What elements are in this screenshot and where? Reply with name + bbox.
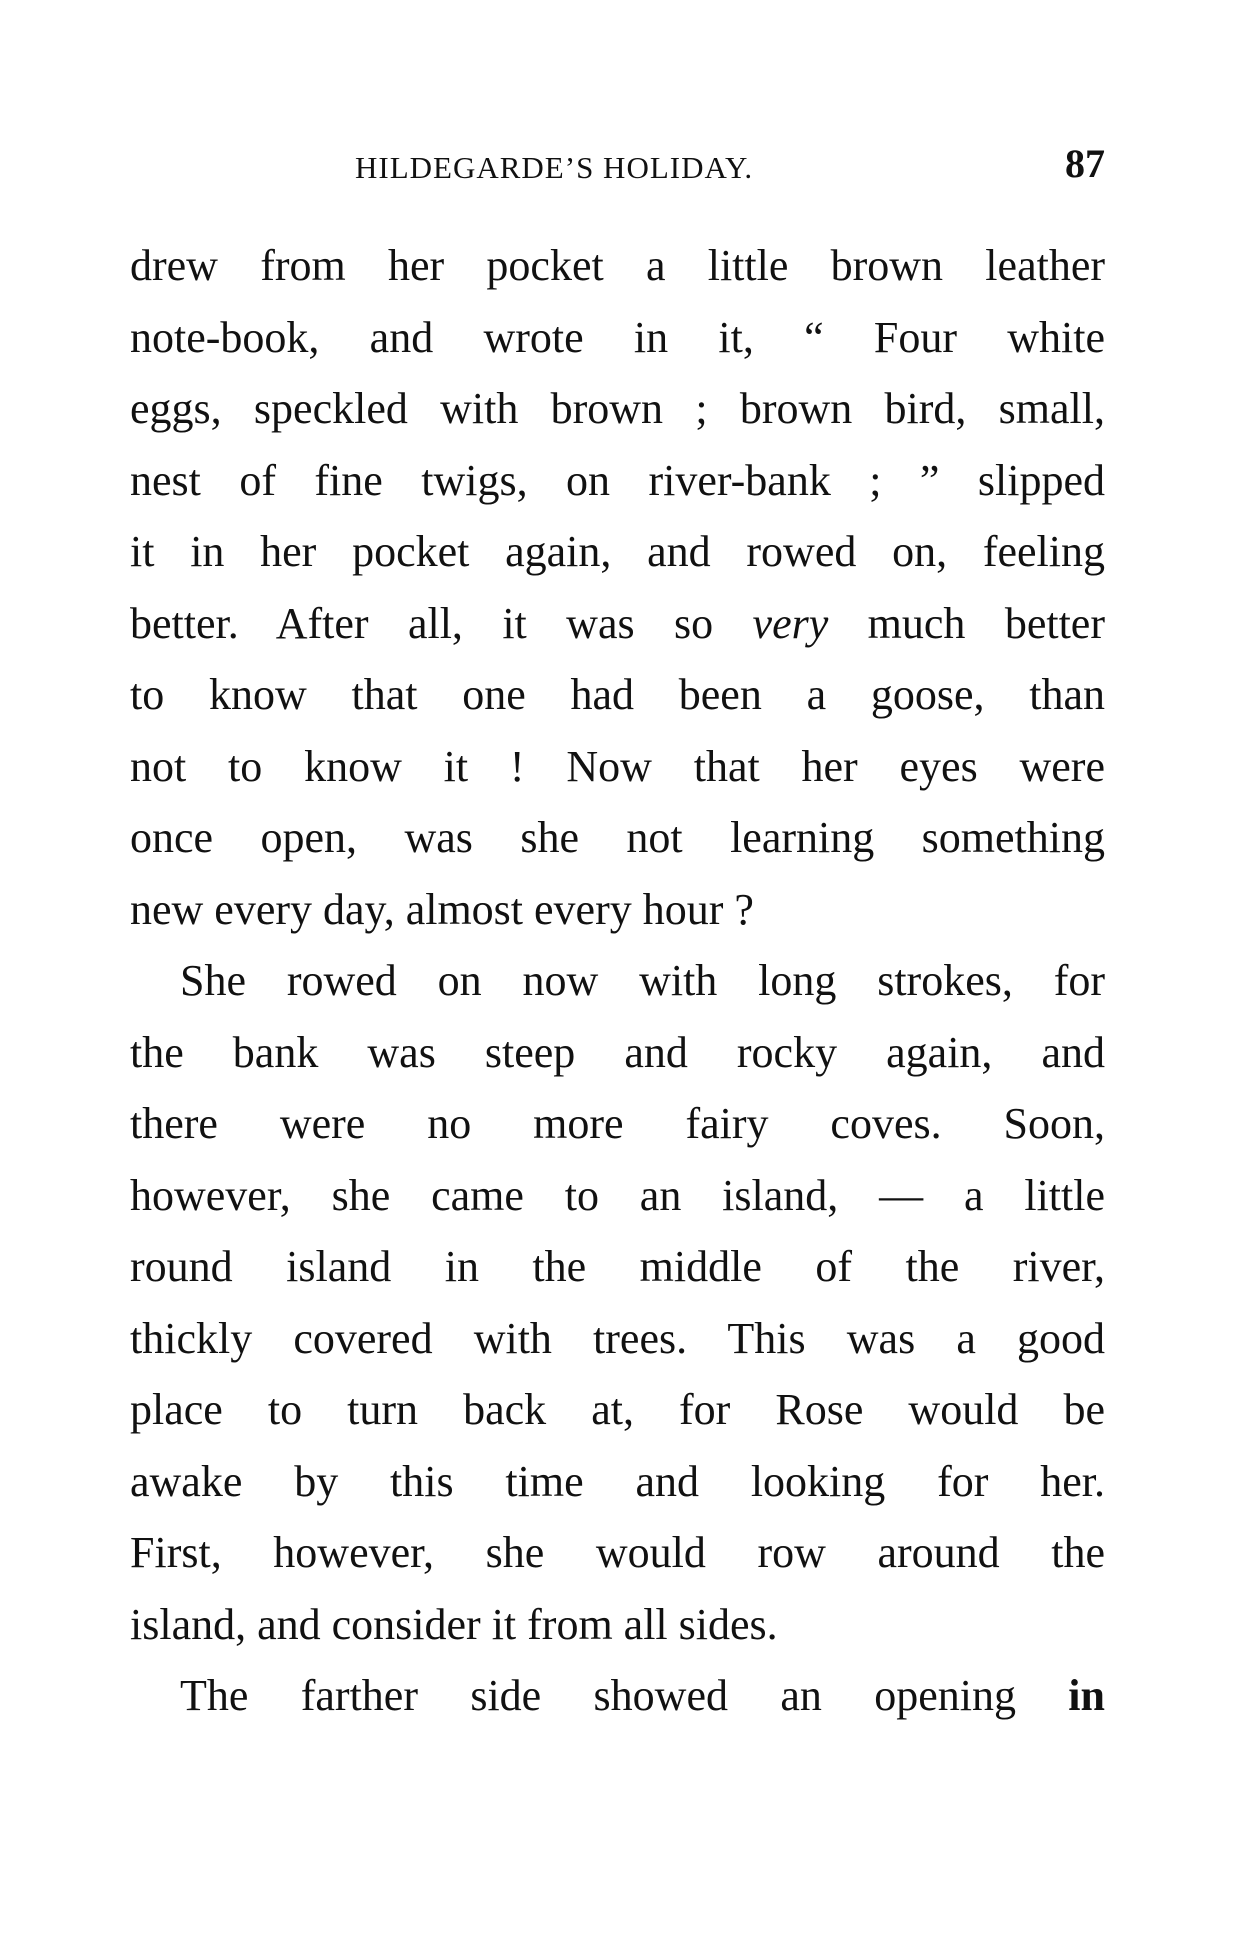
text-line: there were no more fairy coves. Soon,	[130, 1099, 1105, 1148]
text-line: new every day, almost every hour ?	[130, 884, 754, 934]
running-title: HILDEGARDE’S HOLIDAY.	[355, 150, 754, 185]
text-span: much better	[828, 598, 1105, 648]
text-line: drew from her pocket a little brown leather	[130, 241, 1105, 290]
text-span: better. After all, it was so	[130, 598, 753, 648]
running-head	[130, 140, 1105, 200]
text-line: to know that one had been a goose, than	[130, 670, 1105, 719]
text-line: thickly covered with trees. This was a good	[130, 1313, 1105, 1363]
text-line-with-italic	[130, 588, 1105, 660]
text-span: The farther side showed an opening	[180, 1671, 1069, 1720]
italic-word: very	[752, 598, 829, 648]
paragraph-3	[130, 1660, 1105, 1732]
text-line: round island in the middle of the river,	[130, 1242, 1105, 1291]
text-line: eggs, speckled with brown ; brown bird, small,	[130, 384, 1105, 433]
text-line: it in her pocket again, and rowed on, feeling	[130, 527, 1105, 576]
text-line: island, and consider it from all sides.	[130, 1599, 778, 1649]
text-line: place to turn back at, for Rose would be	[130, 1385, 1105, 1434]
text-line: She rowed on now with long strokes, for	[180, 956, 1105, 1005]
paragraph-1	[130, 230, 1105, 945]
text-line-catchword	[130, 1660, 1105, 1732]
text-line: awake by this time and looking for her.	[130, 1456, 1105, 1506]
text-line: once open, was she not learning something	[130, 813, 1105, 862]
text-line: not to know it ! Now that her eyes were	[130, 741, 1105, 791]
text-line: First, however, she would row around the	[130, 1528, 1105, 1577]
catchword: in	[1068, 1671, 1105, 1720]
paragraph-2	[130, 945, 1105, 1660]
page-number: 87	[1065, 141, 1105, 186]
text-line: however, she came to an island, — a little	[130, 1170, 1105, 1220]
text-line: note-book, and wrote in it, “ Four white	[130, 312, 1105, 362]
body-text	[130, 230, 1105, 1732]
text-line: the bank was steep and rocky again, and	[130, 1027, 1105, 1077]
text-line: nest of fine twigs, on river-bank ; ” slipped	[130, 455, 1105, 505]
